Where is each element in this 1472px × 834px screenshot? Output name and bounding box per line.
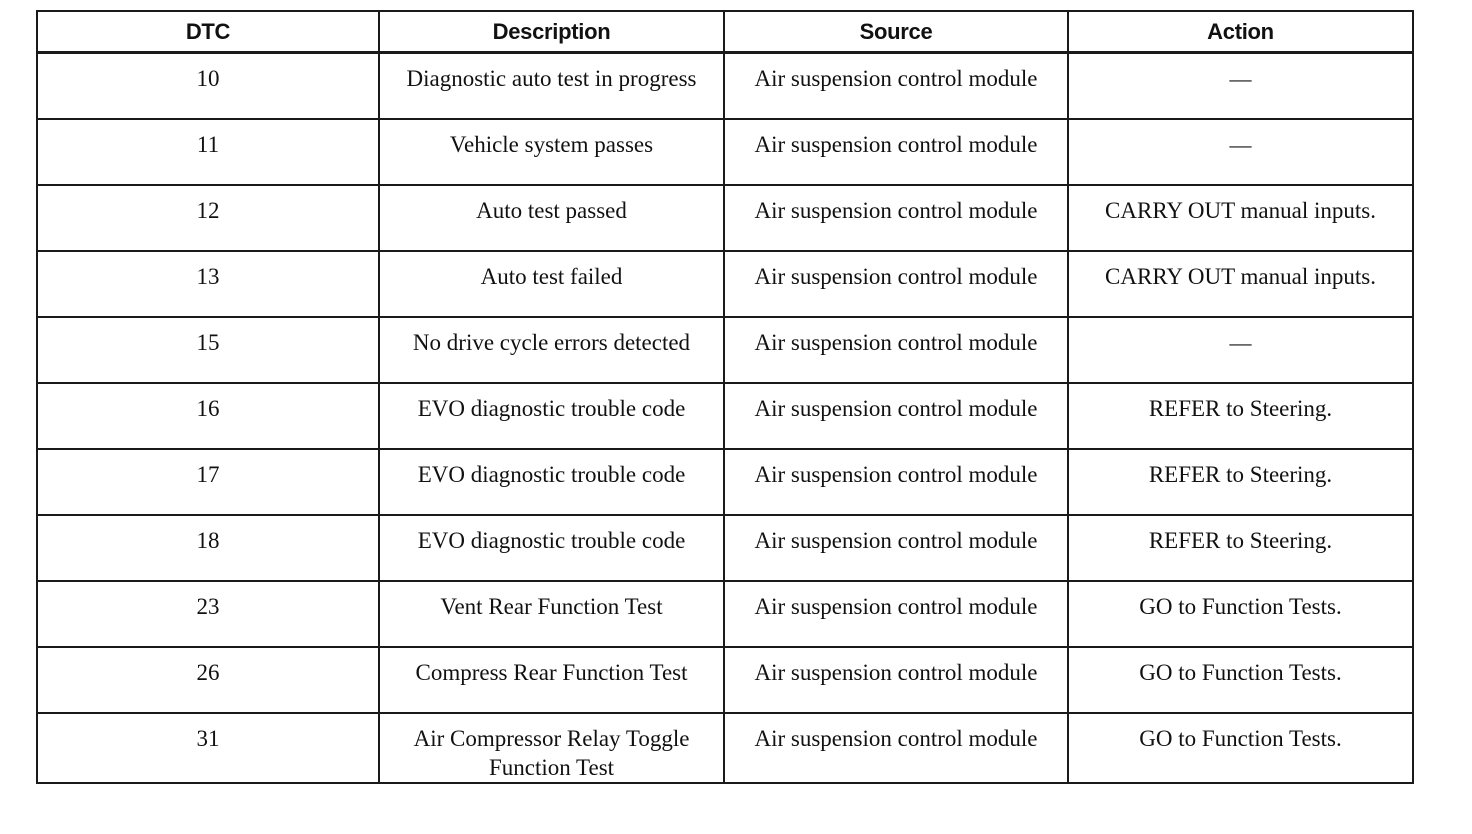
source-cell: Air suspension control module (724, 515, 1068, 581)
table-row (37, 119, 1413, 185)
description-cell: No drive cycle errors detected (379, 317, 724, 383)
header-action: Action (1068, 11, 1413, 53)
header-description: Description (379, 11, 724, 53)
table-row (37, 185, 1413, 251)
dtc-cell: 13 (37, 251, 379, 317)
source-cell: Air suspension control module (724, 251, 1068, 317)
source-cell: Air suspension control module (724, 581, 1068, 647)
source-cell: Air suspension control module (724, 317, 1068, 383)
dtc-cell: 26 (37, 647, 379, 713)
action-cell: GO to Function Tests. (1068, 647, 1413, 713)
dtc-cell: 15 (37, 317, 379, 383)
action-cell: GO to Function Tests. (1068, 581, 1413, 647)
table-row (37, 251, 1413, 317)
action-cell: — (1068, 119, 1413, 185)
dtc-cell: 11 (37, 119, 379, 185)
source-cell: Air suspension control module (724, 713, 1068, 783)
table-row (37, 581, 1413, 647)
dtc-cell: 18 (37, 515, 379, 581)
table-row (37, 449, 1413, 515)
action-cell: — (1068, 53, 1413, 119)
dtc-cell: 31 (37, 713, 379, 783)
description-cell: Vehicle system passes (379, 119, 724, 185)
action-cell: REFER to Steering. (1068, 383, 1413, 449)
description-cell: Vent Rear Function Test (379, 581, 724, 647)
source-cell: Air suspension control module (724, 449, 1068, 515)
dtc-cell: 12 (37, 185, 379, 251)
source-cell: Air suspension control module (724, 185, 1068, 251)
header-source: Source (724, 11, 1068, 53)
action-cell: REFER to Steering. (1068, 515, 1413, 581)
table-row (37, 317, 1413, 383)
dtc-cell: 23 (37, 581, 379, 647)
action-cell: GO to Function Tests. (1068, 713, 1413, 783)
dtc-cell: 10 (37, 53, 379, 119)
header-dtc: DTC (37, 11, 379, 53)
table-row (37, 53, 1413, 119)
description-cell: Air Compressor Relay Toggle Function Test (379, 713, 724, 783)
table-header (37, 11, 1413, 53)
action-cell: REFER to Steering. (1068, 449, 1413, 515)
description-cell: Compress Rear Function Test (379, 647, 724, 713)
table-body (37, 53, 1413, 783)
dtc-cell: 16 (37, 383, 379, 449)
description-cell: Auto test passed (379, 185, 724, 251)
table-row (37, 515, 1413, 581)
action-cell: — (1068, 317, 1413, 383)
table-row (37, 647, 1413, 713)
source-cell: Air suspension control module (724, 119, 1068, 185)
action-cell: CARRY OUT manual inputs. (1068, 251, 1413, 317)
header-row (37, 11, 1413, 53)
description-cell: Diagnostic auto test in progress (379, 53, 724, 119)
table-row (37, 383, 1413, 449)
dtc-cell: 17 (37, 449, 379, 515)
action-cell: CARRY OUT manual inputs. (1068, 185, 1413, 251)
source-cell: Air suspension control module (724, 647, 1068, 713)
description-cell: EVO diagnostic trouble code (379, 449, 724, 515)
description-cell: EVO diagnostic trouble code (379, 383, 724, 449)
description-cell: EVO diagnostic trouble code (379, 515, 724, 581)
description-cell: Auto test failed (379, 251, 724, 317)
dtc-table (36, 10, 1414, 784)
table-row (37, 713, 1413, 783)
source-cell: Air suspension control module (724, 53, 1068, 119)
source-cell: Air suspension control module (724, 383, 1068, 449)
